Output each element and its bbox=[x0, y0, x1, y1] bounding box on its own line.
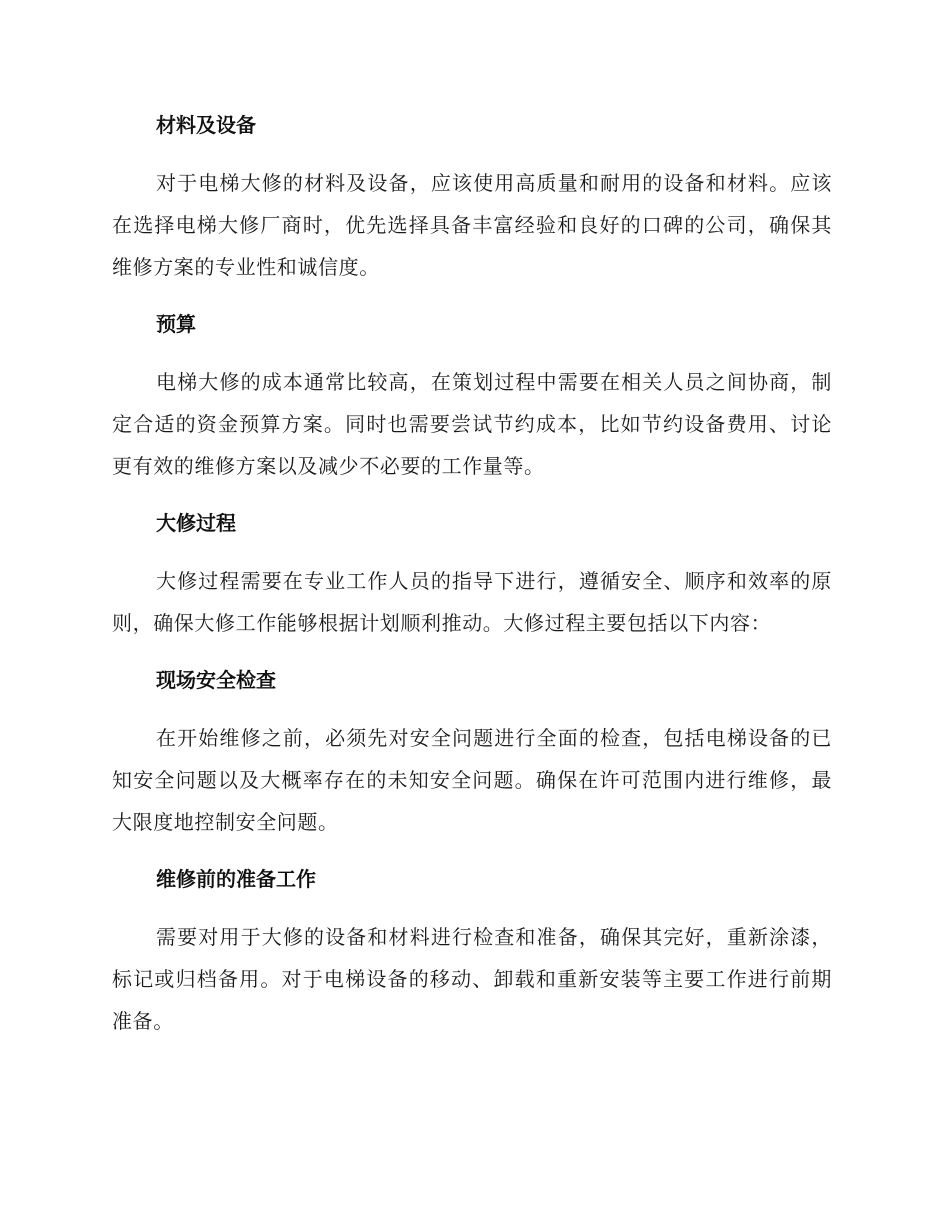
section-body-site-safety-check: 在开始维修之前，必须先对安全问题进行全面的检查，包括电梯设备的已知安全问题以及大概率存在的未知安全问题。确保在许可范围内进行维修，最大限度地控制安全问题。 bbox=[112, 726, 832, 834]
section-heading-pre-repair-preparation: 维修前的准备工作 bbox=[156, 867, 316, 891]
section-body-materials: 对于电梯大修的材料及设备，应该使用高质量和耐用的设备和材料。应该在选择电梯大修厂商时，优先选择具备丰富经验和良好的口碑的公司，确保其维修方案的专业性和诚信度。 bbox=[112, 171, 832, 279]
section-heading-site-safety-check: 现场安全检查 bbox=[156, 668, 276, 692]
section-body-pre-repair-preparation: 需要对用于大修的设备和材料进行检查和准备，确保其完好，重新涂漆，标记或归档备用。对于电梯设备的移动、卸载和重新安装等主要工作进行前期准备。 bbox=[112, 925, 832, 1033]
section-heading-budget: 预算 bbox=[156, 312, 196, 336]
section-body-budget: 电梯大修的成本通常比较高，在策划过程中需要在相关人员之间协商，制定合适的资金预算方案。同时也需要尝试节约成本，比如节约设备费用、讨论更有效的维修方案以及减少不必要的工作量等。 bbox=[112, 370, 832, 478]
section-heading-materials: 材料及设备 bbox=[156, 113, 256, 137]
section-heading-overhaul-process: 大修过程 bbox=[156, 511, 236, 535]
section-body-overhaul-process: 大修过程需要在专业工作人员的指导下进行，遵循安全、顺序和效率的原则，确保大修工作能够根据计划顺利推动。大修过程主要包括以下内容： bbox=[112, 569, 832, 635]
document-page bbox=[112, 108, 832, 1061]
